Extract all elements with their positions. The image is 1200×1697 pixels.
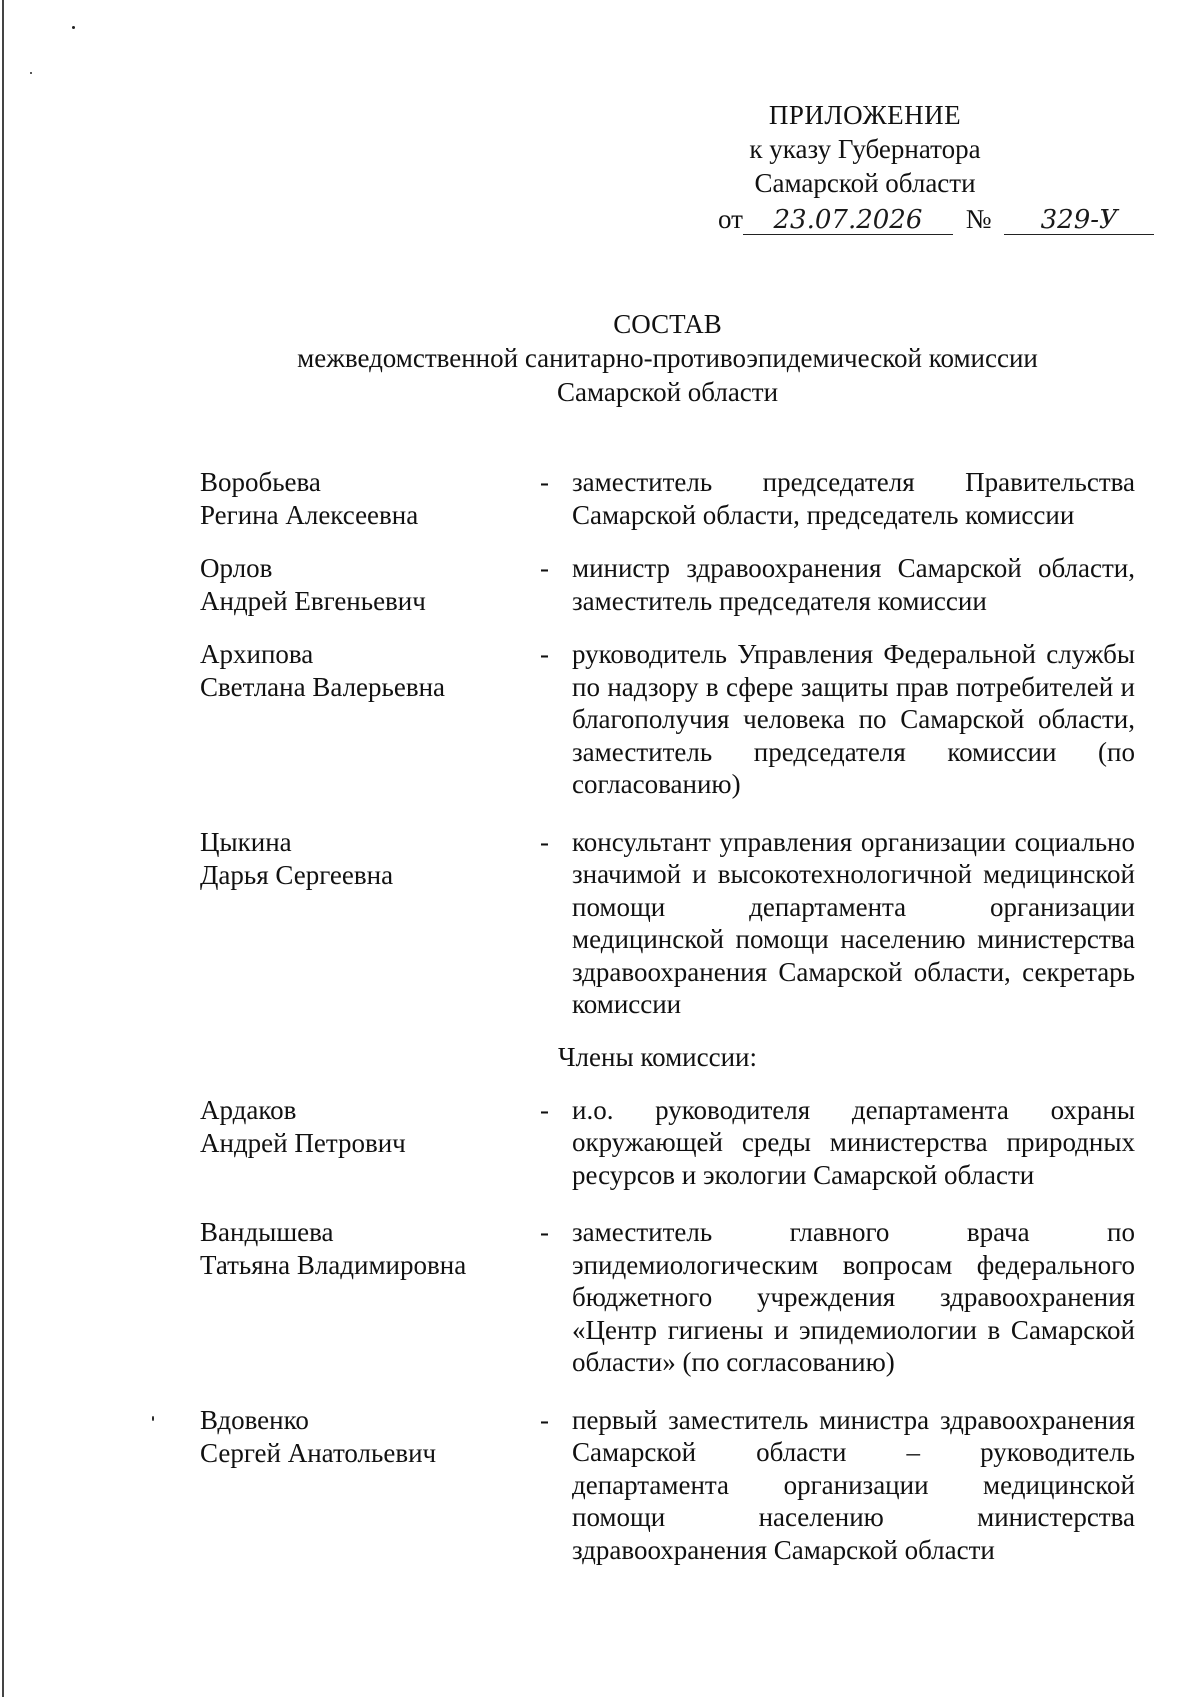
decree-date: 23.07.2026 xyxy=(743,206,953,235)
member-given-name: Андрей Евгеньевич xyxy=(200,586,426,616)
member-surname: Ардаков xyxy=(200,1094,297,1125)
member-surname: Цыкина xyxy=(200,826,292,857)
member-name xyxy=(200,552,540,618)
member-name xyxy=(200,1216,540,1379)
appendix-title: ПРИЛОЖЕНИЕ xyxy=(768,100,962,130)
dash-separator: - xyxy=(540,826,549,857)
member-surname: Воробьева xyxy=(200,467,321,497)
document-heading xyxy=(200,307,1135,409)
dash-separator: - xyxy=(540,639,549,669)
scan-speck xyxy=(72,26,75,29)
dash-separator: - xyxy=(540,467,549,497)
number-label: № xyxy=(965,204,992,234)
from-label: от xyxy=(718,204,743,234)
heading-line-2: Самарской области xyxy=(556,377,779,407)
member-row xyxy=(200,552,1135,618)
dash-separator: - xyxy=(540,1404,549,1435)
heading-title: СОСТАВ xyxy=(613,309,722,339)
member-name xyxy=(200,1094,540,1192)
member-given-name: Светлана Валерьевна xyxy=(200,672,446,702)
heading-line-1: межведомственной санитарно-противоэпидемической комиссии xyxy=(297,343,1038,373)
member-role: руководитель Управления Федеральной службы по надзору в сфере защиты прав потребителей и благополучия человека по Самарской области, заместитель председателя комиссии (по согласованию) xyxy=(572,639,1135,799)
member-name xyxy=(200,466,540,532)
member-role: консультант управления организации социально значимой и высокотехнологичной медицинской помощи департамента организации медицинской помощи населению министерства здравоохранения Самарской области, секретарь комиссии xyxy=(572,826,1135,1019)
dash-separator: - xyxy=(540,1094,549,1125)
commission-list xyxy=(200,466,1135,1586)
member-given-name: Регина Алексеевна xyxy=(200,500,419,530)
member-row xyxy=(200,1216,1135,1379)
member-role: заместитель главного врача по эпидемиологическим вопросам федерального бюджетного учреждения здравоохранения «Центр гигиены и эпидемиологии в Самарской области» (по согласованию) xyxy=(572,1217,1135,1377)
member-row xyxy=(200,1404,1135,1567)
dash-separator: - xyxy=(540,1217,549,1247)
member-row xyxy=(200,826,1135,1021)
scan-speck xyxy=(30,72,32,74)
member-surname: Орлов xyxy=(200,553,273,583)
decree-number: 329-У xyxy=(1004,206,1154,235)
member-given-name: Татьяна Владимировна xyxy=(200,1250,467,1280)
scan-edge-line xyxy=(2,0,4,1697)
member-row xyxy=(200,466,1135,532)
member-name xyxy=(200,826,540,1021)
appendix-line-2: Самарской области xyxy=(754,168,976,198)
member-role: и.о. руководителя департамента охраны окружающей среды министерства природных ресурсов и экологии Самарской области xyxy=(572,1094,1135,1190)
members-subheading: Члены комиссии: xyxy=(558,1041,757,1072)
member-name xyxy=(200,1404,540,1567)
member-given-name: Сергей Анатольевич xyxy=(200,1437,437,1468)
member-surname: Архипова xyxy=(200,639,314,669)
member-surname: Вдовенко xyxy=(200,1404,309,1435)
member-role: заместитель председателя Правительства Самарской области, председатель комиссии xyxy=(572,467,1135,530)
member-row xyxy=(200,638,1135,801)
scan-speck xyxy=(152,1416,154,1421)
dash-separator: - xyxy=(540,553,549,583)
member-surname: Вандышева xyxy=(200,1217,334,1247)
appendix-block xyxy=(700,98,1030,200)
appendix-line-1: к указу Губернатора xyxy=(749,134,981,164)
member-name xyxy=(200,638,540,801)
decree-reference xyxy=(718,202,1154,236)
member-row xyxy=(200,1094,1135,1192)
member-given-name: Андрей Петрович xyxy=(200,1127,406,1158)
member-role: первый заместитель министра здравоохранения Самарской области – руководитель департамента организации медицинской помощи населению министерства здравоохранения Самарской области xyxy=(572,1404,1135,1565)
member-given-name: Дарья Сергеевна xyxy=(200,859,394,890)
member-role: министр здравоохранения Самарской области, заместитель председателя комиссии xyxy=(572,553,1135,616)
